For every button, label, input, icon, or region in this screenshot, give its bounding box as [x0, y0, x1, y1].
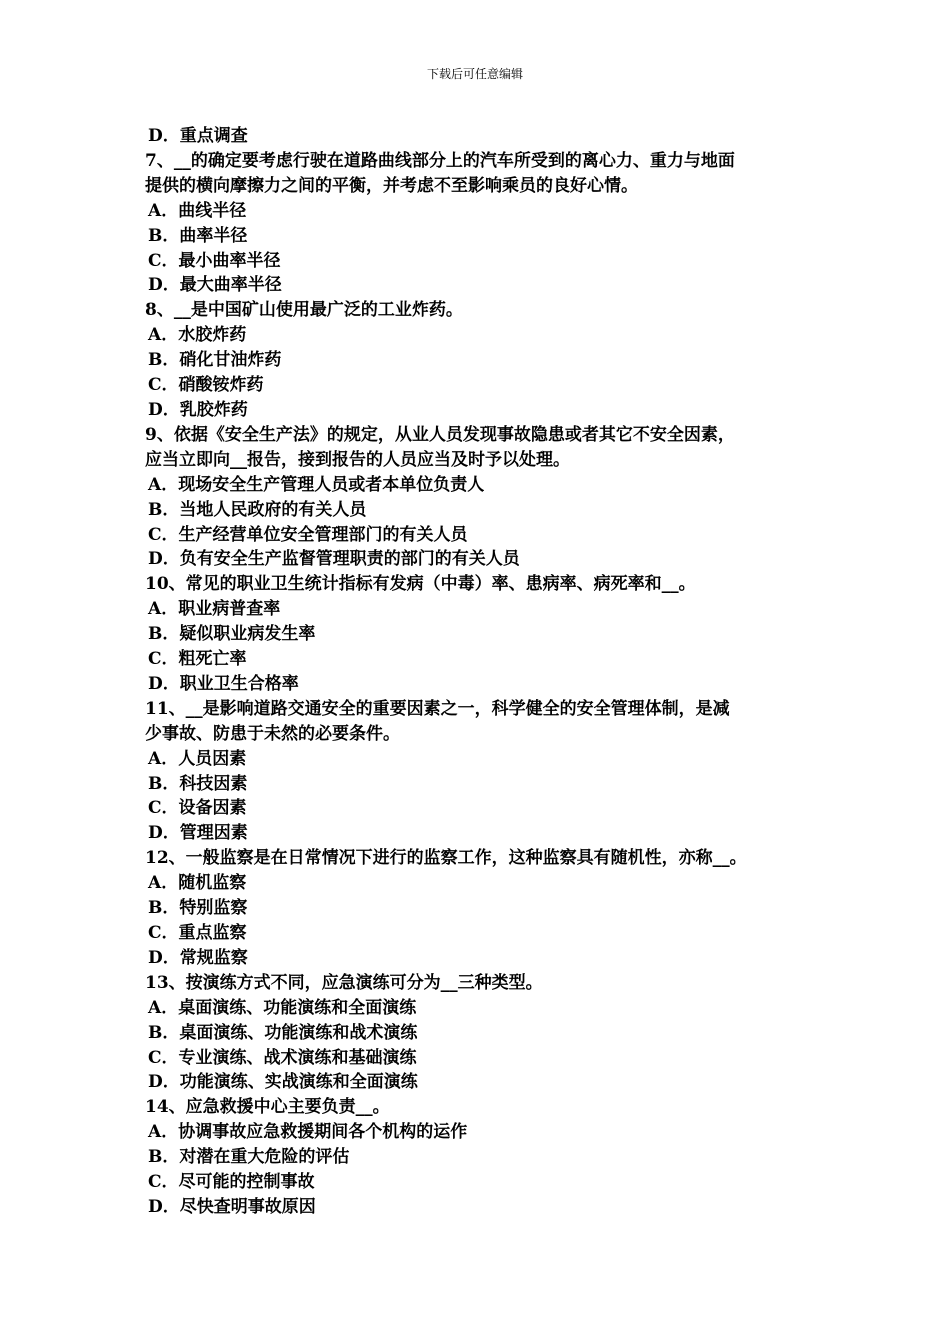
answer-option: A．桌面演练、功能演练和全面演练 [148, 997, 417, 1018]
question-text: 10、常见的职业卫生统计指标有发病（中毒）率、患病率、病死率和__。 [145, 574, 696, 595]
question-text: 13、按演练方式不同，应急演练可分为__三种类型。 [145, 972, 543, 993]
question-text: 8、__是中国矿山使用最广泛的工业炸药。 [145, 300, 463, 321]
question-text: 14、应急救援中心主要负责__。 [145, 1097, 390, 1118]
answer-option: B．桌面演练、功能演练和战术演练 [148, 1022, 418, 1043]
answer-option: B．对潜在重大危险的评估 [148, 1147, 350, 1168]
answer-option: A．曲线半径 [148, 200, 247, 221]
question-text: 应当立即向__报告，接到报告的人员应当及时予以处理。 [145, 449, 570, 470]
answer-option: C．最小曲率半径 [148, 250, 281, 271]
answer-option: C．专业演练、战术演练和基础演练 [148, 1047, 417, 1068]
page-header: 下载后可任意编辑 [426, 67, 523, 81]
answer-option: D．管理因素 [148, 823, 248, 844]
answer-option: D．重点调查 [148, 126, 248, 146]
document-body [145, 124, 815, 1220]
answer-option: D．乳胶炸药 [148, 399, 248, 420]
answer-option: C．设备因素 [148, 798, 247, 819]
answer-option: D．最大曲率半径 [148, 275, 282, 296]
answer-option: B．曲率半径 [148, 225, 248, 246]
answer-option: A．人员因素 [148, 748, 247, 769]
answer-option: A．职业病普查率 [148, 599, 281, 620]
answer-option: A．随机监察 [148, 873, 247, 894]
question-text: 少事故、防患于未然的必要条件。 [145, 723, 400, 744]
answer-option: D．职业卫生合格率 [148, 673, 299, 694]
answer-option: B．科技因素 [148, 773, 248, 794]
answer-option: C．粗死亡率 [148, 649, 247, 670]
answer-option: B．特别监察 [148, 898, 248, 919]
answer-option: B．当地人民政府的有关人员 [148, 499, 367, 520]
answer-option: B．硝化甘油炸药 [148, 350, 282, 371]
answer-option: D．功能演练、实战演练和全面演练 [148, 1072, 418, 1093]
question-text: 提供的横向摩擦力之间的平衡，并考虑不至影响乘员的良好心情。 [145, 175, 638, 196]
answer-option: A．水胶炸药 [148, 325, 247, 346]
answer-option: D．尽快查明事故原因 [148, 1196, 316, 1217]
question-text: 7、__的确定要考虑行驶在道路曲线部分上的汽车所受到的离心力、重力与地面 [145, 150, 735, 171]
answer-option: C．硝酸铵炸药 [148, 375, 264, 396]
question-text: 12、一般监察是在日常情况下进行的监察工作，这种监察具有随机性，亦称__。 [145, 848, 747, 869]
question-text: 9、依据《安全生产法》的规定，从业人员发现事故隐患或者其它不安全因素， [145, 424, 735, 445]
answer-option: D．负有安全生产监督管理职责的部门的有关人员 [148, 549, 520, 570]
answer-option: C．生产经营单位安全管理部门的有关人员 [148, 524, 468, 545]
answer-option: C．重点监察 [148, 923, 247, 943]
answer-option: B．疑似职业病发生率 [148, 624, 316, 645]
answer-option: A．现场安全生产管理人员或者本单位负责人 [148, 474, 485, 495]
answer-option: A．协调事故应急救援期间各个机构的运作 [148, 1122, 468, 1143]
answer-option: D．常规监察 [148, 947, 248, 968]
question-text: 11、__是影响道路交通安全的重要因素之一，科学健全的安全管理体制，是减 [145, 698, 730, 719]
answer-option: C．尽可能的控制事故 [148, 1172, 315, 1193]
